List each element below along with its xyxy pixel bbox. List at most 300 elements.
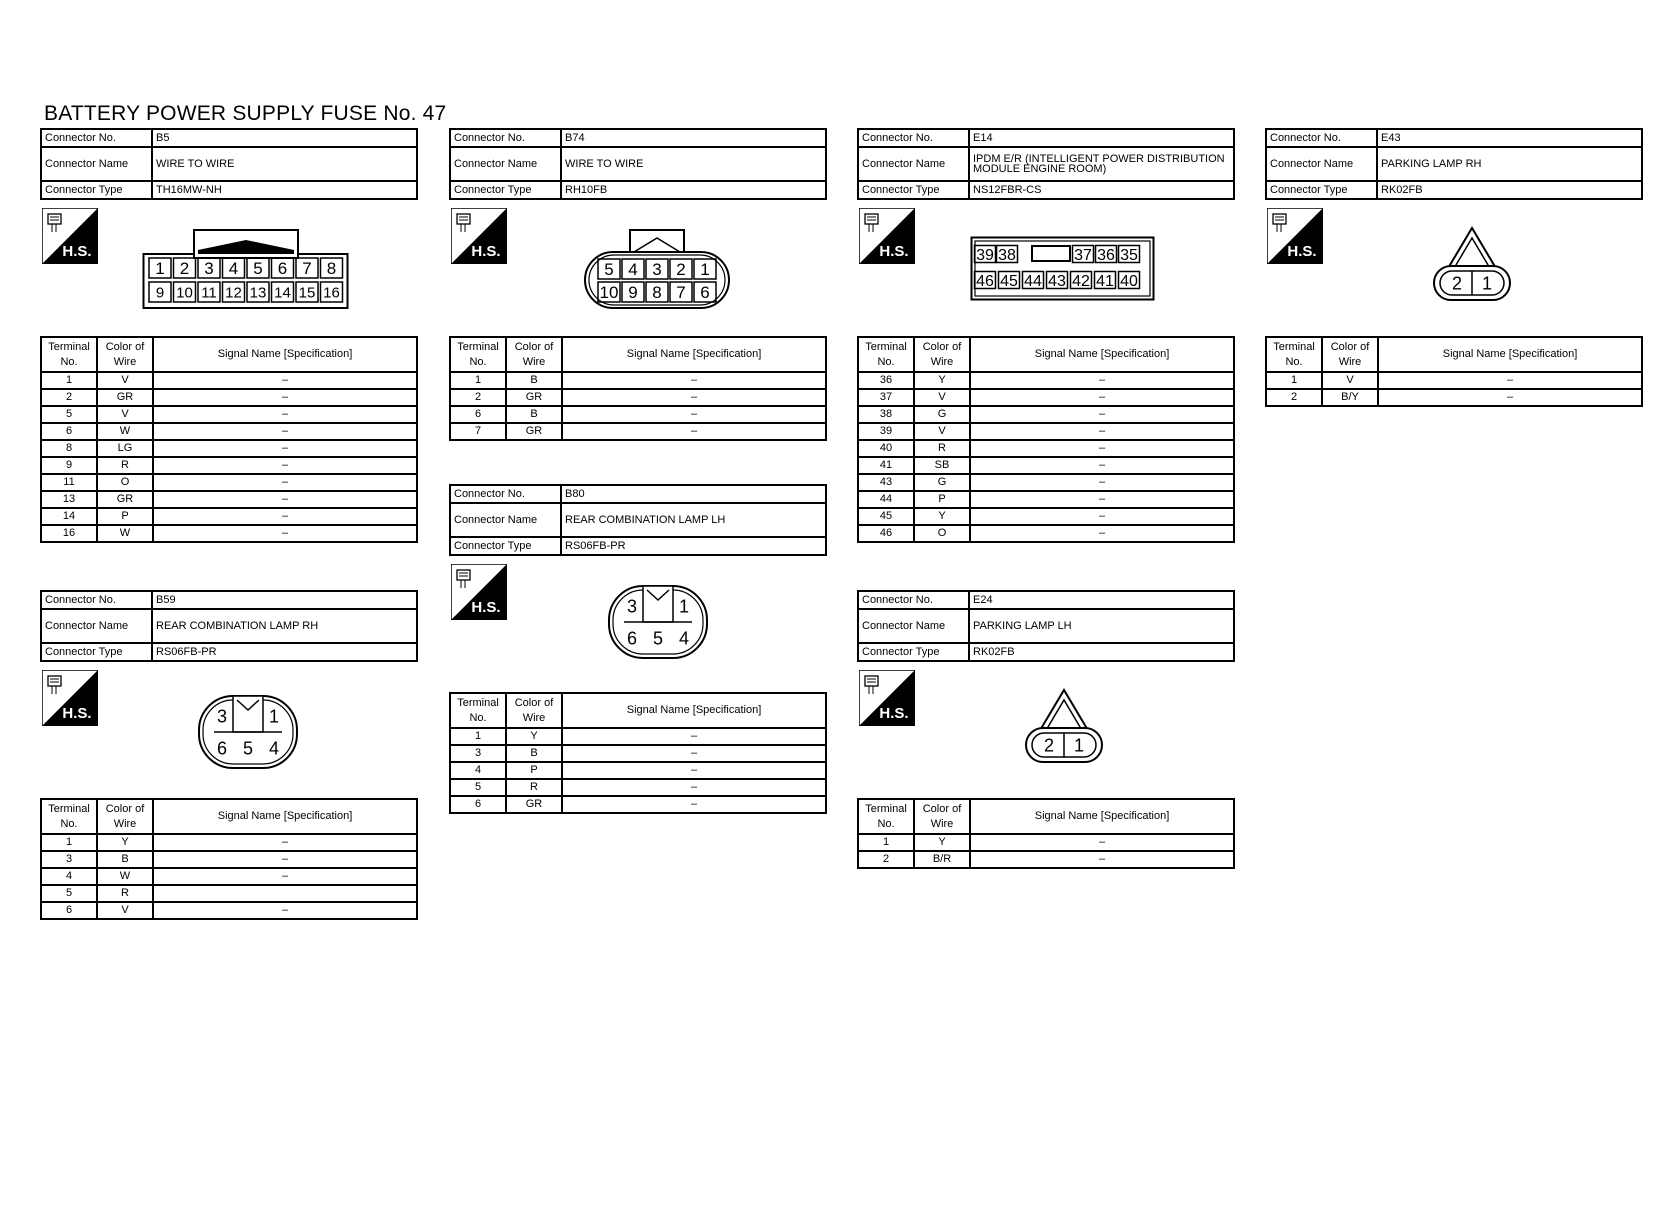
terminal-no-cell: 3 (450, 745, 506, 762)
wire-color-cell: V (914, 389, 970, 406)
table-row (41, 902, 417, 919)
pin-label: 38 (998, 246, 1016, 264)
signal-name-cell: – (562, 779, 826, 796)
signal-name-cell: – (153, 851, 417, 868)
signal-name-cell: – (562, 389, 826, 406)
page-title: BATTERY POWER SUPPLY FUSE No. 47 (44, 102, 447, 125)
signal-name-cell: – (970, 389, 1234, 406)
connector-name-value: WIRE TO WIRE (152, 147, 417, 181)
pin-label: 16 (323, 284, 340, 302)
table-row (41, 440, 417, 457)
connector-name-label: Connector Name (41, 147, 152, 181)
harness-side-icon (859, 670, 915, 726)
pin-label: 9 (155, 284, 165, 302)
pin-label: 6 (216, 738, 228, 759)
terminal-no-cell: 43 (858, 474, 914, 491)
terminal-no-cell: 38 (858, 406, 914, 423)
table-row (41, 372, 417, 389)
signal-name-cell: – (153, 525, 417, 542)
table-row (41, 389, 417, 406)
signal-name-header: Signal Name [Specification] (970, 337, 1234, 372)
wire-color-cell: P (97, 508, 153, 525)
table-row (858, 389, 1234, 406)
terminal-no-cell: 14 (41, 508, 97, 525)
terminal-no-cell: 7 (450, 423, 506, 440)
pin-label: 3 (652, 260, 662, 280)
pin-label: 10 (599, 283, 619, 303)
connector-type-label: Connector Type (450, 537, 561, 555)
wire-color-cell: V (914, 423, 970, 440)
wire-color-cell: V (1322, 372, 1378, 389)
table-row (41, 868, 417, 885)
pin-label: 1 (700, 260, 710, 280)
signal-name-cell: – (153, 406, 417, 423)
pin-label: 6 (700, 283, 710, 303)
wire-color-cell: GR (506, 389, 562, 406)
connector-face-b80 (606, 582, 710, 662)
signal-name-cell: – (970, 423, 1234, 440)
connector-no-label: Connector No. (450, 485, 561, 503)
connector-b59 (40, 590, 418, 920)
connector-no-value: E24 (969, 591, 1234, 609)
terminal-no-cell: 2 (41, 389, 97, 406)
table-row (450, 796, 826, 813)
pin-label: 11 (201, 284, 217, 302)
pin-label: 43 (1048, 272, 1066, 290)
connector-header-table (449, 128, 827, 200)
table-row (450, 423, 826, 440)
signal-name-header: Signal Name [Specification] (153, 337, 417, 372)
pin-label: 3 (626, 596, 638, 617)
terminal-no-cell: 1 (450, 372, 506, 389)
wire-color-cell: Y (914, 834, 970, 851)
signal-name-cell: – (970, 372, 1234, 389)
connector-no-label: Connector No. (41, 591, 152, 609)
connector-header-table (40, 128, 418, 200)
pin-label: 1 (155, 259, 165, 279)
pin-label: 1 (1481, 273, 1493, 294)
svg-text:H.S.: H.S. (879, 243, 909, 260)
pin-label: 39 (976, 246, 994, 264)
connector-type-value: RK02FB (1377, 181, 1642, 199)
connector-face-b74 (582, 226, 732, 312)
wire-color-cell: G (914, 406, 970, 423)
terminal-no-cell: 1 (41, 372, 97, 389)
table-row (858, 834, 1234, 851)
wire-color-cell: V (97, 902, 153, 919)
pin-label: 7 (302, 259, 312, 279)
wire-color-cell: O (97, 474, 153, 491)
terminal-no-header: Terminal No. (1266, 337, 1322, 372)
connector-type-label: Connector Type (858, 643, 969, 661)
svg-text:H.S.: H.S. (471, 243, 501, 260)
wire-color-header: Color of Wire (1322, 337, 1378, 372)
table-row (450, 745, 826, 762)
connector-type-value: NS12FBR-CS (969, 181, 1234, 199)
connector-header-table (449, 484, 827, 556)
terminal-no-header: Terminal No. (858, 799, 914, 834)
pin-label: 36 (1097, 246, 1115, 264)
terminal-no-cell: 5 (41, 885, 97, 902)
pin-label: 6 (277, 259, 288, 279)
terminal-no-cell: 11 (41, 474, 97, 491)
wire-color-cell: P (914, 491, 970, 508)
pin-label: 5 (253, 259, 263, 279)
connector-type-label: Connector Type (1266, 181, 1377, 199)
wire-color-header: Color of Wire (97, 799, 153, 834)
connector-diagram (857, 200, 1235, 336)
svg-text:H.S.: H.S. (471, 599, 501, 616)
connector-b5 (40, 128, 418, 543)
connector-header-table (857, 128, 1235, 200)
connector-no-label: Connector No. (450, 129, 561, 147)
signal-name-cell: – (153, 372, 417, 389)
wire-color-cell: W (97, 423, 153, 440)
connector-type-value: RK02FB (969, 643, 1234, 661)
pin-label: 35 (1120, 246, 1138, 264)
connector-type-value: RS06FB-PR (561, 537, 826, 555)
svg-text:H.S.: H.S. (879, 705, 909, 722)
signal-name-cell: – (1378, 372, 1642, 389)
harness-side-icon (42, 670, 98, 726)
connector-face-e14 (970, 236, 1156, 302)
pin-label: 1 (678, 596, 690, 617)
wire-color-cell: LG (97, 440, 153, 457)
pin-label: 46 (976, 272, 994, 290)
terminal-no-cell: 1 (41, 834, 97, 851)
terminal-no-cell: 2 (1266, 389, 1322, 406)
connector-no-label: Connector No. (858, 591, 969, 609)
connector-diagram (40, 662, 418, 798)
signal-name-cell: – (153, 902, 417, 919)
table-row (41, 406, 417, 423)
terminal-no-cell: 13 (41, 491, 97, 508)
connector-diagram (449, 556, 827, 692)
connector-no-label: Connector No. (1266, 129, 1377, 147)
table-row (858, 372, 1234, 389)
table-row (41, 474, 417, 491)
signal-name-cell: – (153, 440, 417, 457)
pin-label: 40 (1120, 272, 1138, 290)
table-row (41, 834, 417, 851)
svg-text:H.S.: H.S. (1287, 243, 1317, 260)
terminal-no-cell: 2 (858, 851, 914, 868)
connector-header-table (40, 590, 418, 662)
terminal-no-cell: 3 (41, 851, 97, 868)
terminal-table (857, 336, 1235, 543)
wire-color-cell: R (914, 440, 970, 457)
signal-name-cell: – (153, 457, 417, 474)
table-row (858, 491, 1234, 508)
connector-e43 (1265, 128, 1643, 407)
signal-name-cell: – (562, 745, 826, 762)
connector-no-label: Connector No. (858, 129, 969, 147)
wire-color-cell: B (506, 745, 562, 762)
table-row (858, 423, 1234, 440)
svg-text:H.S.: H.S. (62, 705, 92, 722)
connector-diagram (40, 200, 418, 336)
terminal-no-cell: 1 (450, 728, 506, 745)
table-row (450, 779, 826, 796)
terminal-no-cell: 36 (858, 372, 914, 389)
terminal-table (1265, 336, 1643, 407)
connector-e24 (857, 590, 1235, 869)
terminal-no-cell: 5 (450, 779, 506, 796)
signal-name-cell: – (153, 834, 417, 851)
pin-label: 4 (678, 628, 690, 649)
signal-name-cell: – (153, 491, 417, 508)
terminal-no-cell: 45 (858, 508, 914, 525)
pin-label: 45 (1000, 272, 1018, 290)
terminal-no-cell: 16 (41, 525, 97, 542)
signal-name-header: Signal Name [Specification] (153, 799, 417, 834)
table-row (1266, 372, 1642, 389)
terminal-no-cell: 37 (858, 389, 914, 406)
terminal-no-header: Terminal No. (41, 799, 97, 834)
table-row (858, 508, 1234, 525)
pin-label: 1 (268, 706, 280, 727)
pin-label: 5 (652, 628, 664, 649)
connector-b80 (449, 484, 827, 814)
connector-type-label: Connector Type (450, 181, 561, 199)
terminal-no-header: Terminal No. (450, 693, 506, 728)
wire-color-cell: GR (506, 796, 562, 813)
terminal-no-cell: 4 (41, 868, 97, 885)
connector-diagram (449, 200, 827, 336)
wire-color-cell: Y (914, 508, 970, 525)
table-row (1266, 389, 1642, 406)
connector-face-b59 (196, 692, 300, 772)
connector-type-value: RS06FB-PR (152, 643, 417, 661)
connector-name-value: REAR COMBINATION LAMP RH (152, 609, 417, 643)
pin-label: 8 (652, 283, 662, 303)
table-row (41, 508, 417, 525)
wire-color-cell: W (97, 868, 153, 885)
signal-name-cell: – (970, 508, 1234, 525)
pin-label: 9 (628, 283, 638, 303)
wire-color-header: Color of Wire (914, 799, 970, 834)
signal-name-cell: – (1378, 389, 1642, 406)
connector-name-value: PARKING LAMP LH (969, 609, 1234, 643)
terminal-no-header: Terminal No. (450, 337, 506, 372)
harness-side-icon (859, 208, 915, 264)
pin-label: 3 (204, 259, 214, 279)
pin-label: 37 (1074, 246, 1092, 264)
signal-name-header: Signal Name [Specification] (562, 693, 826, 728)
pin-label: 5 (242, 738, 254, 759)
table-row (450, 728, 826, 745)
connector-name-label: Connector Name (450, 147, 561, 181)
signal-name-cell: – (970, 851, 1234, 868)
terminal-no-cell: 44 (858, 491, 914, 508)
pin-label: 1 (1073, 735, 1085, 756)
terminal-no-cell: 6 (41, 902, 97, 919)
table-row (450, 372, 826, 389)
terminal-no-cell: 40 (858, 440, 914, 457)
connector-name-value: PARKING LAMP RH (1377, 147, 1642, 181)
wire-color-cell: Y (97, 834, 153, 851)
terminal-no-cell: 9 (41, 457, 97, 474)
terminal-table (857, 798, 1235, 869)
table-row (41, 885, 417, 902)
wire-color-cell: Y (506, 728, 562, 745)
pin-label: 15 (298, 284, 316, 302)
pin-label: 41 (1096, 272, 1114, 290)
pin-label: 14 (274, 284, 291, 302)
table-row (41, 491, 417, 508)
connector-header-table (1265, 128, 1643, 200)
pin-label: 4 (628, 260, 638, 280)
connector-type-label: Connector Type (41, 643, 152, 661)
terminal-no-cell: 1 (858, 834, 914, 851)
signal-name-cell: – (562, 423, 826, 440)
signal-name-cell: – (970, 457, 1234, 474)
signal-name-cell: – (970, 834, 1234, 851)
terminal-no-cell: 39 (858, 423, 914, 440)
terminal-table (40, 336, 418, 543)
wire-color-cell: SB (914, 457, 970, 474)
signal-name-header: Signal Name [Specification] (1378, 337, 1642, 372)
signal-name-cell: – (562, 406, 826, 423)
terminal-no-cell: 5 (41, 406, 97, 423)
signal-name-cell: – (153, 423, 417, 440)
connector-face-e24 (1023, 688, 1105, 766)
wire-color-cell: W (97, 525, 153, 542)
svg-text:H.S.: H.S. (62, 243, 92, 260)
terminal-no-header: Terminal No. (858, 337, 914, 372)
signal-name-cell: – (970, 406, 1234, 423)
connector-name-label: Connector Name (858, 147, 969, 181)
wire-color-cell: O (914, 525, 970, 542)
pin-label: 3 (216, 706, 228, 727)
pin-label: 44 (1024, 272, 1042, 290)
signal-name-header: Signal Name [Specification] (970, 799, 1234, 834)
signal-name-cell: – (562, 372, 826, 389)
pin-label: 12 (225, 284, 242, 302)
signal-name-cell: – (970, 525, 1234, 542)
wire-color-header: Color of Wire (97, 337, 153, 372)
table-row (41, 457, 417, 474)
pin-label: 7 (676, 283, 686, 303)
pin-label: 2 (1043, 735, 1055, 756)
terminal-no-cell: 2 (450, 389, 506, 406)
pin-label: 42 (1072, 272, 1090, 290)
wire-color-cell: B (97, 851, 153, 868)
table-row (450, 406, 826, 423)
signal-name-cell: – (153, 508, 417, 525)
wire-color-cell: V (97, 372, 153, 389)
table-row (41, 423, 417, 440)
terminal-no-header: Terminal No. (41, 337, 97, 372)
wire-color-cell: GR (97, 389, 153, 406)
table-row (41, 525, 417, 542)
wire-color-cell: R (506, 779, 562, 796)
signal-name-cell: – (562, 762, 826, 779)
wire-color-cell: R (97, 885, 153, 902)
wire-color-cell: B/R (914, 851, 970, 868)
signal-name-cell: – (970, 474, 1234, 491)
connector-no-value: E14 (969, 129, 1234, 147)
pin-label: 5 (604, 260, 614, 280)
terminal-no-cell: 1 (1266, 372, 1322, 389)
terminal-no-cell: 41 (858, 457, 914, 474)
connector-no-label: Connector No. (41, 129, 152, 147)
wire-color-header: Color of Wire (914, 337, 970, 372)
wire-color-cell: G (914, 474, 970, 491)
connector-face-e43 (1431, 226, 1513, 304)
terminal-no-cell: 6 (450, 406, 506, 423)
connector-name-label: Connector Name (1266, 147, 1377, 181)
wire-color-cell: GR (97, 491, 153, 508)
table-row (858, 474, 1234, 491)
pin-label: 4 (268, 738, 280, 759)
table-row (858, 440, 1234, 457)
wire-color-header: Color of Wire (506, 337, 562, 372)
terminal-table (40, 798, 418, 920)
wire-color-cell: B/Y (1322, 389, 1378, 406)
wire-color-cell: Y (914, 372, 970, 389)
wire-color-cell: R (97, 457, 153, 474)
pin-label: 8 (326, 259, 337, 279)
pin-label: 2 (1451, 273, 1463, 294)
signal-name-header: Signal Name [Specification] (562, 337, 826, 372)
table-row (858, 525, 1234, 542)
signal-name-cell: – (970, 491, 1234, 508)
wire-color-cell: B (506, 372, 562, 389)
connector-type-label: Connector Type (41, 181, 152, 199)
harness-side-icon (42, 208, 98, 264)
connector-no-value: B5 (152, 129, 417, 147)
signal-name-cell: – (153, 868, 417, 885)
connector-diagram (857, 662, 1235, 798)
terminal-no-cell: 46 (858, 525, 914, 542)
wire-color-header: Color of Wire (506, 693, 562, 728)
pin-label: 2 (179, 259, 190, 279)
signal-name-cell: – (153, 389, 417, 406)
connector-name-value: REAR COMBINATION LAMP LH (561, 503, 826, 537)
table-row (858, 851, 1234, 868)
signal-name-cell: – (153, 474, 417, 491)
terminal-no-cell: 6 (41, 423, 97, 440)
connector-face-b5 (142, 226, 352, 310)
connector-name-value: IPDM E/R (INTELLIGENT POWER DISTRIBUTION MODULE ENGINE ROOM) (969, 147, 1234, 181)
connector-no-value: B74 (561, 129, 826, 147)
connector-b74 (449, 128, 827, 441)
wire-color-cell: P (506, 762, 562, 779)
terminal-table (449, 336, 827, 441)
connector-type-label: Connector Type (858, 181, 969, 199)
connector-name-value: WIRE TO WIRE (561, 147, 826, 181)
connector-name-label: Connector Name (858, 609, 969, 643)
pin-label: 13 (249, 284, 267, 302)
signal-name-cell: – (562, 796, 826, 813)
pin-label: 4 (228, 259, 239, 279)
terminal-no-cell: 6 (450, 796, 506, 813)
signal-name-cell: – (562, 728, 826, 745)
signal-name-cell: – (970, 440, 1234, 457)
connector-diagram (1265, 200, 1643, 336)
wire-color-cell: V (97, 406, 153, 423)
terminal-no-cell: 4 (450, 762, 506, 779)
connector-no-value: E43 (1377, 129, 1642, 147)
connector-no-value: B80 (561, 485, 826, 503)
signal-name-cell (153, 885, 417, 902)
pin-label: 6 (626, 628, 638, 649)
wire-color-cell: GR (506, 423, 562, 440)
terminal-table (449, 692, 827, 814)
pin-label: 10 (176, 284, 193, 302)
wire-color-cell: B (506, 406, 562, 423)
